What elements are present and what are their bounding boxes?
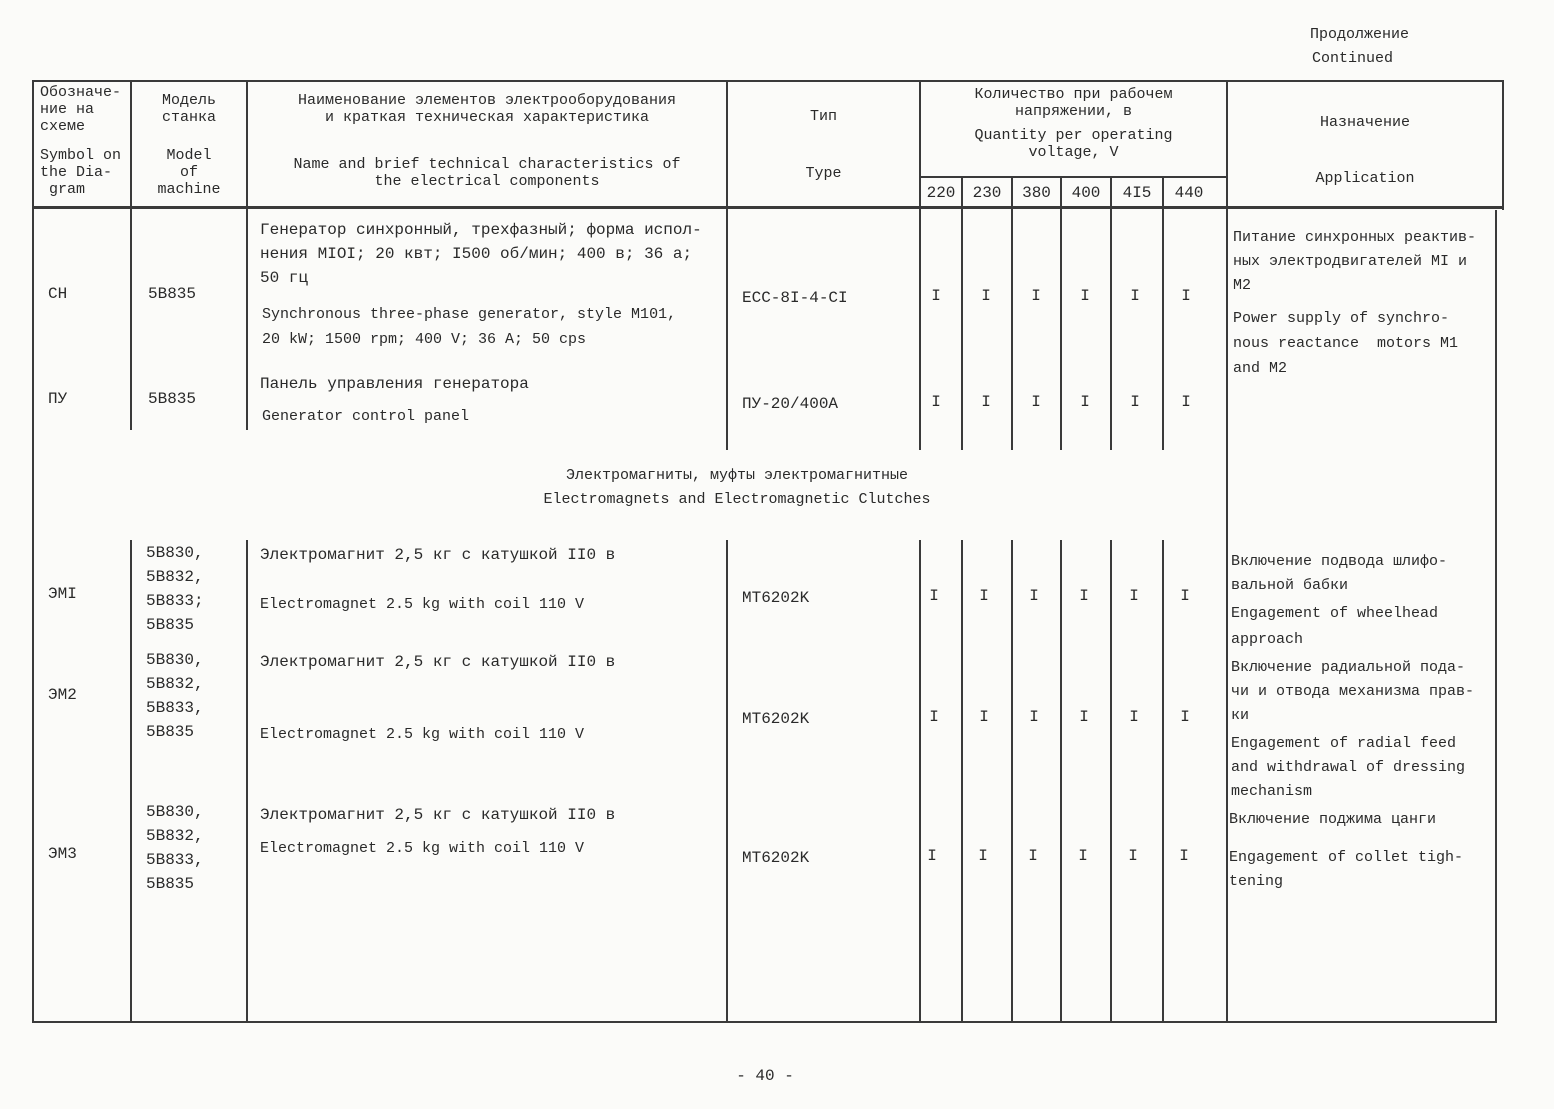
qty-230: I <box>979 587 989 605</box>
application-ru: Питание синхронных реактив- ных электродвигателей MI и M2 <box>1233 229 1477 294</box>
application-en: Engagement of radial feed and withdrawal of dressing mechanism <box>1231 735 1466 800</box>
qty-380: I <box>1031 287 1041 305</box>
type: ПУ-20/400А <box>742 395 839 413</box>
voltage-400: 400 <box>1071 184 1101 202</box>
symbol: ЭМI <box>48 585 77 603</box>
voltage-230: 230 <box>972 184 1002 202</box>
name-ru: Панель управления генератора <box>260 375 529 393</box>
model: 5B835 <box>148 285 197 303</box>
qty-415: I <box>1128 847 1138 865</box>
name-ru: Генератор синхронный, трехфазный; форма испол- нения MIOI; 20 квт; I500 об/мин; 400 в; 36 а; 50 гц <box>260 221 702 287</box>
application-ru: Включение радиальной пода- чи и отвода механизма прав- ки <box>1231 659 1475 724</box>
qty-400: I <box>1078 847 1088 865</box>
qty-220: I <box>929 708 939 726</box>
name-ru: Электромагнит 2,5 кг с катушкой II0 в <box>260 806 616 824</box>
qty-230: I <box>981 287 991 305</box>
model: 5B830, 5B832, 5B833, 5B835 <box>146 803 204 893</box>
name-en: Synchronous three-phase generator, style M101, 20 kW; 1500 rpm; 400 V; 36 A; 50 cps <box>262 306 677 348</box>
qty-380: I <box>1031 393 1041 411</box>
name-ru: Электромагнит 2,5 кг с катушкой II0 в <box>260 653 616 671</box>
voltage-440: 440 <box>1174 184 1204 202</box>
qty-440: I <box>1180 708 1190 726</box>
type: MT6202K <box>742 589 810 607</box>
name-en: Electromagnet 2.5 kg with coil 110 V <box>260 840 585 857</box>
qty-415: I <box>1129 587 1139 605</box>
qty-415: I <box>1130 287 1140 305</box>
qty-415: I <box>1129 708 1139 726</box>
header-application-en: Application <box>1315 170 1415 187</box>
application-ru: Включение подвода шлифо- вальной бабки <box>1231 553 1448 594</box>
header-name-en: Name and brief technical characteristics of the electrical components <box>293 156 681 190</box>
qty-380: I <box>1029 587 1039 605</box>
qty-230: I <box>979 708 989 726</box>
name-ru: Электромагнит 2,5 кг с катушкой II0 в <box>260 546 616 564</box>
qty-220: I <box>929 587 939 605</box>
qty-440: I <box>1179 847 1189 865</box>
qty-400: I <box>1079 708 1089 726</box>
header-model-en: Model of machine <box>157 147 221 198</box>
header-symbol-en: Symbol on the Dia- gram <box>40 147 122 198</box>
symbol: ЭM2 <box>48 686 77 704</box>
continued-en: Continued <box>1312 50 1394 67</box>
header-type-en: Type <box>805 165 842 182</box>
type: MT6202K <box>742 849 810 867</box>
qty-220: I <box>927 847 937 865</box>
header-quantity: Количество при рабочем напряжении, в <box>974 86 1173 120</box>
header-application: Назначение <box>1319 114 1410 131</box>
header-model: Модель станка <box>161 92 216 126</box>
application-en: Engagement of collet tigh- tening <box>1229 849 1464 890</box>
section-title-ru: Электромагниты, муфты электромагнитные <box>565 467 909 484</box>
page-number: - 40 - <box>736 1067 794 1085</box>
qty-380: I <box>1028 847 1038 865</box>
model: 5B830, 5B832, 5B833; 5B835 <box>146 544 204 634</box>
symbol: ПУ <box>48 390 68 408</box>
header-name: Наименование элементов электрооборудования и краткая техническая характеристика <box>297 92 677 126</box>
qty-440: I <box>1181 393 1191 411</box>
header-symbol: Обозначе- ние на схеме <box>40 84 122 135</box>
qty-220: I <box>931 393 941 411</box>
type: ECC-8I-4-CI <box>742 289 848 307</box>
header-quantity-en: Quantity per operating voltage, V <box>974 127 1173 161</box>
section-title-en: Electromagnets and Electromagnetic Clutches <box>543 491 931 508</box>
model: 5B830, 5B832, 5B833, 5B835 <box>146 651 204 741</box>
qty-230: I <box>978 847 988 865</box>
application-ru: Включение поджима цанги <box>1229 811 1437 828</box>
qty-440: I <box>1180 587 1190 605</box>
voltage-220: 220 <box>926 184 956 202</box>
qty-220: I <box>931 287 941 305</box>
application-en: Engagement of wheelhead approach <box>1231 605 1439 648</box>
qty-400: I <box>1080 287 1090 305</box>
name-en: Electromagnet 2.5 kg with coil 110 V <box>260 726 585 743</box>
qty-230: I <box>981 393 991 411</box>
type: MT6202K <box>742 710 810 728</box>
model: 5B835 <box>148 390 197 408</box>
symbol: CH <box>48 285 68 303</box>
continued-ru: Продолжение <box>1310 26 1410 43</box>
application-en: Power supply of synchro- nous reactance motors M1 and M2 <box>1233 310 1459 377</box>
voltage-380: 380 <box>1022 184 1051 202</box>
qty-380: I <box>1029 708 1039 726</box>
header-type: Тип <box>809 108 837 125</box>
symbol: ЭM3 <box>48 845 77 863</box>
qty-400: I <box>1079 587 1089 605</box>
qty-400: I <box>1080 393 1090 411</box>
qty-440: I <box>1181 287 1191 305</box>
qty-415: I <box>1130 393 1140 411</box>
voltage-415: 4I5 <box>1122 184 1152 202</box>
name-en: Electromagnet 2.5 kg with coil 110 V <box>260 596 585 613</box>
name-en: Generator control panel <box>262 408 470 425</box>
